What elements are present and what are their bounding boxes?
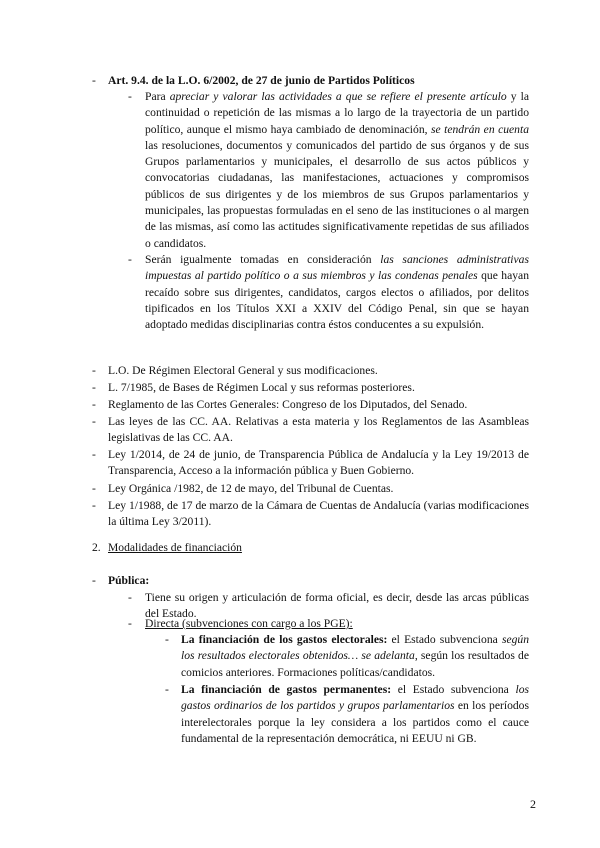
bullet: - (92, 499, 96, 512)
bullet: - (128, 617, 132, 630)
funding-subitem: La financiación de gastos permanentes: el Estado subvenciona los gastos ordinarios de los partidos y grupos parlamentarios en los períodos interelectorales porque la ley considera a los partidos como el cauce fundamental de la representación democrática, ni EEUU ni GB. (181, 683, 529, 745)
publica-heading: Pública: (108, 574, 150, 587)
bullet: - (92, 364, 96, 377)
bullet: - (92, 574, 96, 587)
bullet: - (92, 448, 96, 461)
bullet: - (92, 482, 96, 495)
publica-item: Tiene su origen y articulación de forma oficial, es decir, desde las arcas públicas del Estado. (145, 591, 529, 621)
bullet: - (92, 381, 96, 394)
law-item: Reglamento de las Cortes Generales: Congreso de los Diputados, del Senado. (108, 398, 468, 411)
bullet: - (92, 74, 96, 87)
law-item: Las leyes de las CC. AA. Relativas a esta materia y los Reglamentos de las Asambleas legislativas de las CC. AA. (108, 415, 529, 445)
section-title: Modalidades de financiación (108, 541, 242, 554)
bullet: - (92, 398, 96, 411)
article-paragraph: Para apreciar y valorar las actividades a que se refiere el presente artículo y la continuidad o repetición de las mismas a lo largo de la trayectoria de un partido político, aunque el mismo haya cambiado de denominación, se tendrán en cuenta las resoluciones, documentos y comunicados del partido de sus órganos y de sus Grupos parlamentarios y municipales, el desarrollo de sus actos públicos y convocatorias ciudadanas, las manifestaciones, actuaciones y compromisos públicos de sus dirigentes y de los miembros de sus Grupos parlamentarios y municipales, las propuestas formuladas en el seno de las instituciones o al margen de las mismas, así como las actitudes significativamente repetidas de sus afiliados o candidatos. (145, 90, 529, 250)
law-item: L.O. De Régimen Electoral General y sus modificaciones. (108, 364, 378, 377)
article-heading: Art. 9.4. de la L.O. 6/2002, de 27 de junio de Partidos Políticos (108, 74, 415, 87)
bullet: - (128, 591, 132, 604)
law-item: Ley 1/2014, de 24 de junio, de Transparencia Pública de Andalucía y la Ley 19/2013 de Transparencia, Acceso a la información pública y Buen Gobierno. (108, 448, 529, 478)
law-item: Ley Orgánica /1982, de 12 de mayo, del Tribunal de Cuentas. (108, 482, 394, 495)
law-item: Ley 1/1988, de 17 de marzo de la Cámara de Cuentas de Andalucía (varias modificaciones la última Ley 3/2011). (108, 499, 529, 529)
bullet: - (128, 253, 132, 266)
bullet: - (92, 415, 96, 428)
section-number: 2. (92, 541, 101, 554)
bullet: - (165, 633, 169, 646)
bullet: - (165, 683, 169, 696)
funding-subitem: La financiación de los gastos electorales: el Estado subvenciona según los resultados electorales obtenidos… se adelanta, según los resultados de comicios anteriores. Formaciones políticas/candidatos. (181, 633, 529, 679)
article-paragraph: Serán igualmente tomadas en consideración las sanciones administrativas impuestas al partido político o a sus miembros y las condenas penales que hayan recaído sobre sus dirigentes, candidatos, cargos electos o afiliados, por delitos tipificados en los Títulos XXI a XXIV del Código Penal, sin que se hayan adoptado medidas disciplinarias contra éstos conducentes a su expulsión. (145, 253, 529, 332)
page-number: 2 (530, 797, 536, 811)
publica-item: Directa (subvenciones con cargo a los PGE): (145, 617, 353, 630)
law-item: L. 7/1985, de Bases de Régimen Local y sus reformas posteriores. (108, 381, 415, 394)
bullet: - (128, 90, 132, 103)
